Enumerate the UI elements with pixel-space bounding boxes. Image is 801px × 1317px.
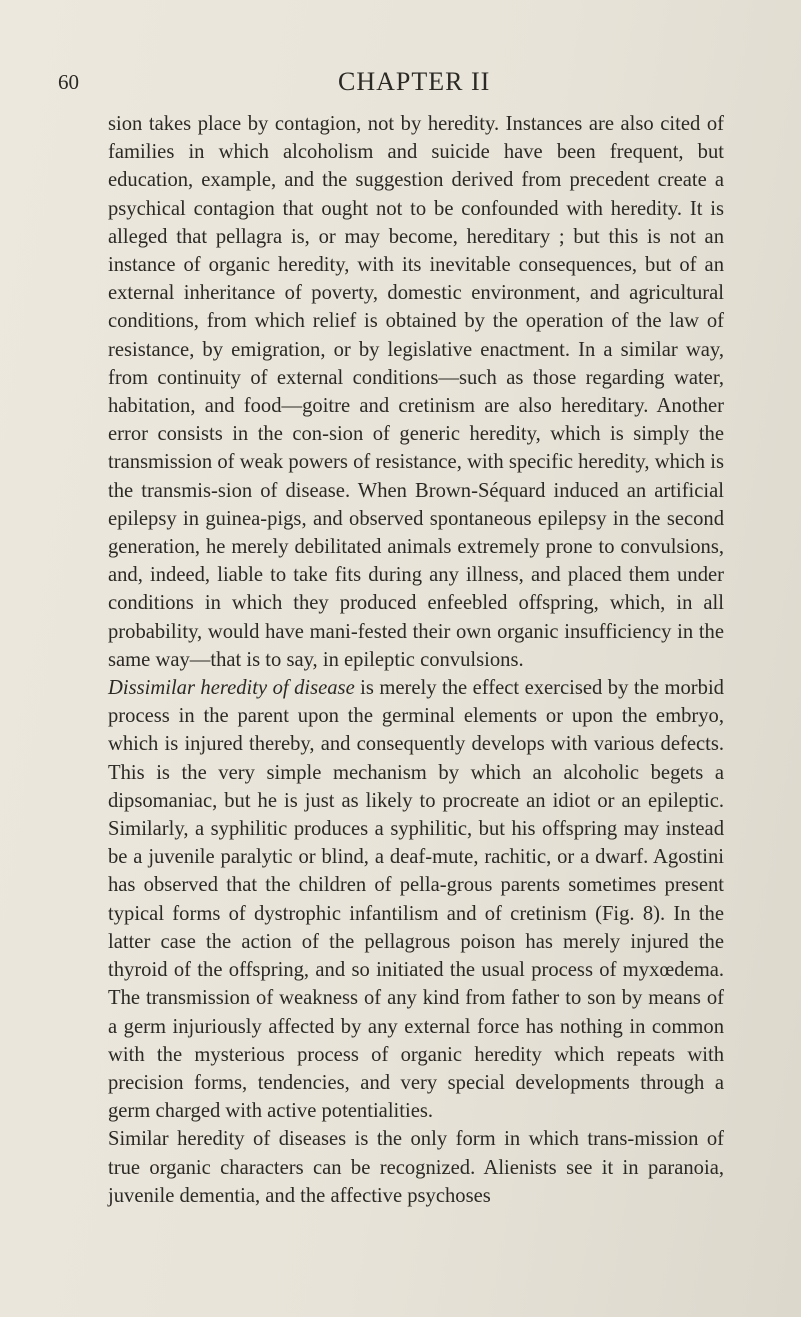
paragraph-2-italic-lead: Dissimilar heredity of disease xyxy=(108,677,355,700)
running-head: CHAPTER II xyxy=(338,67,491,96)
page-header xyxy=(58,64,718,100)
paragraph-3-text: Similar heredity of diseases is the only form in which trans-mission of true organic characters can be recognized. Alienists see it in paranoia, juvenile dementia, and the affective psychoses xyxy=(108,1128,724,1207)
page-number: 60 xyxy=(58,70,79,94)
paragraph-1-text: sion takes place by contagion, not by heredity. Instances are also cited of families in which alcoholism and suicide have been frequent, but education, example, and the suggestion derived from precedent create a psychical contagion that ought not to be confounded with heredity. It is alleged that pellagra is, or may become, hereditary ; but this is not an instance of organic heredity, with its inevitable consequences, but of an external inheritance of poverty, domestic environment, and agricultural conditions, from which relief is obtained by the operation of the law of resistance, by emigration, or by legislative enactment. In a similar way, from continuity of external conditions—such as those regarding water, habitation, and food—goitre and cretinism are also hereditary. Another error consists in the con-sion of generic heredity, which is simply the transmission of weak powers of resistance, with specific heredity, which is the transmis-sion of disease. When Brown-Séquard induced an artificial epilepsy in guinea-pigs, and observed spontaneous epilepsy in the second generation, he merely debilitated animals extremely prone to convulsions, and, indeed, liable to take fits during any illness, and placed them under conditions in which they produced enfeebled offspring, which, in all probability, would have mani-fested their own organic insufficiency in the same way—that is to say, in epileptic convulsions. xyxy=(108,113,724,671)
paragraph-3 xyxy=(108,1125,724,1210)
paragraph-1 xyxy=(108,110,724,674)
paragraph-2-text: is merely the effect exercised by the morbid process in the parent upon the germinal elements or upon the embryo, which is injured thereby, and consequently develops with various defects. This is the very simple mechanism by which an alcoholic begets a dipsomaniac, but he is just as likely to procreate an idiot or an epileptic. Similarly, a syphilitic produces a syphilitic, but his offspring may instead be a juvenile paralytic or blind, a deaf-mute, rachitic, or a dwarf. Agostini has observed that the children of pella-grous parents sometimes present typical forms of dystrophic infantilism and of cretinism (Fig. 8). In the latter case the action of the pellagrous poison has merely injured the thyroid of the offspring, and so initiated the usual process of myxœdema. The transmission of weakness of any kind from father to son by means of a germ injuriously affected by any external force has nothing in common with the mysterious process of organic heredity which repeats with precision forms, tendencies, and very special developments through a germ charged with active potentialities. xyxy=(108,677,724,1123)
paragraph-2 xyxy=(108,674,724,1125)
body-text xyxy=(108,110,724,1210)
